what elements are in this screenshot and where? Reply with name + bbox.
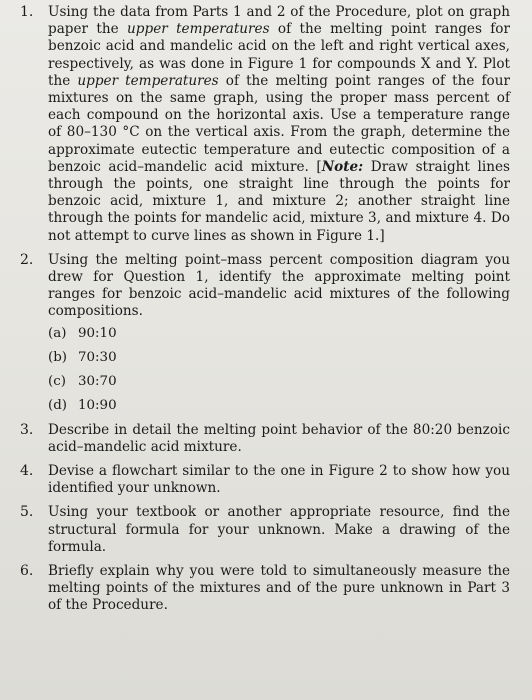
item-label: (c) bbox=[48, 373, 66, 389]
item-text: 30:70 bbox=[78, 373, 117, 389]
question-number: 4. bbox=[20, 463, 34, 480]
text-run: of the melting point ranges of the four mixtures on the same graph, using the proper mass percent of each compound on the horizontal axis. Use a temperature range of 80–130 °C on the vertical axis. From the graph, determine the approximate eutectic temperature and eutectic composition of a benzoic acid–mandelic acid mixture. [ bbox=[48, 72, 510, 175]
question-3 bbox=[20, 422, 510, 456]
composition-list bbox=[48, 325, 510, 415]
italic-text-run: upper temperatures bbox=[127, 21, 270, 38]
composition-item-b bbox=[48, 349, 510, 367]
question-number: 3. bbox=[20, 421, 34, 438]
question-5 bbox=[20, 504, 510, 556]
text-run: Using the data from Parts 1 and 2 of the Procedure, plot on graph paper the bbox=[48, 4, 510, 38]
composition-item-a bbox=[48, 325, 510, 343]
question-6 bbox=[20, 563, 510, 615]
item-label: (a) bbox=[48, 325, 67, 341]
question-text bbox=[48, 4, 510, 244]
question-text: Using your textbook or another appropriate resource, find the structural formula for your unknown. Make a drawing of the formula. bbox=[48, 504, 510, 555]
question-text: Briefly explain why you were told to simultaneously measure the melting points of the mixtures and of the pure unknown in Part 3 of the Procedure. bbox=[48, 563, 510, 614]
item-text: 90:10 bbox=[78, 325, 117, 341]
question-number: 2. bbox=[20, 251, 34, 268]
question-number: 1. bbox=[20, 4, 34, 20]
item-label: (b) bbox=[48, 349, 68, 365]
composition-item-c bbox=[48, 373, 510, 391]
note-label: Note: bbox=[321, 158, 364, 175]
text-run: Draw straight lines through the points, one straight line through the points for benzoic acid, mixture 1, and mixture 2; another straight line through the points for mandelic acid, mixture 3, and mixture 4. Do not attempt to curve lines as shown in Figure 1.] bbox=[48, 158, 510, 244]
question-2 bbox=[20, 252, 510, 415]
question-text: Describe in detail the melting point behavior of the 80:20 benzoic acid–mandelic acid mixture. bbox=[48, 421, 510, 455]
item-label: (d) bbox=[48, 397, 68, 413]
composition-item-d bbox=[48, 397, 510, 415]
item-text: 10:90 bbox=[78, 397, 117, 413]
question-number: 5. bbox=[20, 504, 34, 521]
question-list bbox=[20, 4, 510, 615]
question-4 bbox=[20, 463, 510, 497]
question-text: Devise a flowchart similar to the one in Figure 2 to show how you identified your unknown. bbox=[48, 463, 510, 497]
item-text: 70:30 bbox=[78, 349, 117, 365]
question-number: 6. bbox=[20, 563, 34, 580]
text-run: of the melting point ranges for benzoic acid and mandelic acid on the left and right vertical axes, respectively, as was done in Figure 1 for compounds X and Y. Plot the bbox=[48, 21, 510, 89]
question-text: Using the melting point–mass percent composition diagram you drew for Question 1, identify the approximate melting point ranges for benzoic acid–mandelic acid mixtures of the following compositions. bbox=[48, 251, 510, 320]
question-1 bbox=[20, 4, 510, 245]
italic-text-run: upper temperatures bbox=[77, 72, 219, 89]
